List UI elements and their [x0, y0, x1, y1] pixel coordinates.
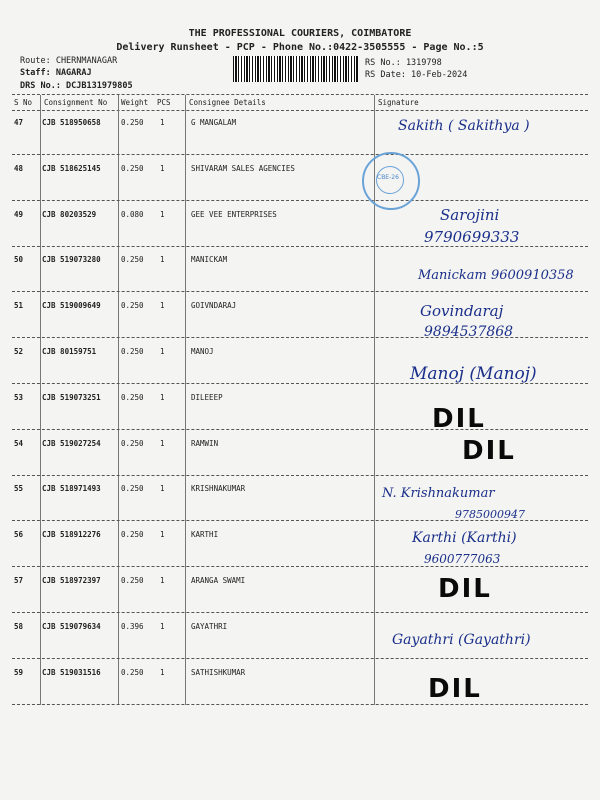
- barcode: [233, 56, 358, 82]
- signature-53: DIL: [432, 404, 486, 434]
- col-weight: Weight: [121, 98, 149, 107]
- signature-57: DIL: [438, 574, 492, 604]
- row-name: SHIVARAM SALES AGENCIES: [191, 163, 295, 173]
- row-name: DILEEEP: [191, 392, 223, 402]
- row-cons: CJB 80203529: [42, 209, 97, 219]
- row-wt: 0.250: [121, 163, 144, 173]
- row-pcs: 1: [160, 301, 165, 311]
- row-divider: [12, 154, 588, 155]
- signature-51b: 9894537868: [424, 324, 514, 340]
- row-wt: 0.250: [121, 301, 144, 311]
- row-cons: CJB 518625145: [42, 163, 101, 173]
- rs-number: RS No.: 1319798: [365, 58, 442, 68]
- row-wt: 0.250: [121, 347, 144, 356]
- row-sno: 50: [14, 255, 24, 265]
- row-name: KRISHNAKUMAR: [191, 484, 246, 494]
- row-pcs: 1: [160, 392, 165, 402]
- row-divider: [12, 566, 588, 567]
- signature-58: Gayathri (Gayathri): [392, 632, 531, 648]
- row-pcs: 1: [160, 530, 165, 540]
- row-sno: 57: [14, 576, 24, 585]
- row-name: GAYATHRI: [191, 621, 228, 631]
- runsheet-subtitle: Delivery Runsheet - PCP - Phone No.:0422-3505555 - Page No.:5: [116, 42, 484, 53]
- row-wt: 0.250: [121, 530, 144, 540]
- drs-number: DRS No.: DCJB131979805: [20, 81, 133, 91]
- signature-51a: Govindaraj: [420, 302, 504, 320]
- row-divider: [12, 200, 588, 201]
- col-pcs: PCS: [157, 98, 171, 107]
- signature-55: N. Krishnakumar: [382, 486, 495, 501]
- row-wt: 0.250: [121, 667, 144, 677]
- row-name: KARTHI: [191, 530, 219, 540]
- row-divider: [12, 291, 588, 292]
- row-pcs: 1: [160, 667, 165, 677]
- row-wt: 0.250: [121, 392, 144, 402]
- row-cons: CJB 80159751: [42, 347, 97, 356]
- row-cons: CJB 518972397: [42, 576, 101, 585]
- signature-49a: Sarojini: [440, 206, 500, 224]
- route-label: Route: CHERNMANAGAR: [20, 56, 118, 66]
- row-pcs: 1: [160, 209, 165, 219]
- signature-52: Manoj (Manoj): [410, 364, 537, 384]
- header-rule-bottom: [12, 110, 588, 111]
- row-name: MANOJ: [191, 347, 214, 356]
- row-divider: [12, 658, 588, 659]
- row-cons: CJB 518912276: [42, 530, 101, 540]
- row-divider: [12, 612, 588, 613]
- row-name: GEE VEE ENTERPRISES: [191, 209, 277, 219]
- stamp-text: CBE-26: [377, 174, 399, 181]
- row-pcs: 1: [160, 347, 165, 356]
- row-name: ARANGA SWAMI: [191, 576, 246, 585]
- row-sno: 48: [14, 163, 24, 173]
- signature-56b: 9600777063: [424, 552, 501, 566]
- row-sno: 53: [14, 392, 24, 402]
- row-pcs: 1: [160, 621, 165, 631]
- signature-47a: Sakith ( Sakithya ): [398, 118, 530, 134]
- header-rule-top: [12, 94, 588, 95]
- row-divider: [12, 429, 588, 430]
- staff-label: Staff: NAGARAJ: [20, 68, 92, 78]
- row-sno: 55: [14, 484, 24, 494]
- col-sno: S No: [14, 98, 33, 107]
- row-sno: 51: [14, 301, 24, 311]
- signature-59: DIL: [428, 674, 482, 704]
- row-pcs: 1: [160, 576, 165, 585]
- row-sno: 49: [14, 209, 24, 219]
- row-cons: CJB 519031516: [42, 667, 101, 677]
- row-sno: 54: [14, 438, 24, 448]
- row-cons: CJB 519009649: [42, 301, 101, 311]
- signature-55b: 9785000947: [455, 508, 525, 521]
- row-name: G MANGALAM: [191, 118, 237, 127]
- row-pcs: 1: [160, 163, 165, 173]
- row-divider: [12, 704, 588, 705]
- row-sno: 47: [14, 118, 24, 127]
- col-divider: [118, 95, 119, 705]
- row-wt: 0.080: [121, 209, 144, 219]
- row-wt: 0.250: [121, 255, 144, 265]
- row-wt: 0.250: [121, 484, 144, 494]
- row-name: GOIVNDARAJ: [191, 301, 237, 311]
- rs-date: RS Date: 10-Feb-2024: [365, 70, 468, 80]
- row-cons: CJB 519073280: [42, 255, 101, 265]
- company-title: THE PROFESSIONAL COURIERS, COIMBATORE: [188, 28, 412, 39]
- signature-56: Karthi (Karthi): [412, 530, 517, 546]
- row-cons: CJB 519079634: [42, 621, 101, 631]
- signature-49b: 9790699333: [424, 228, 520, 246]
- row-cons: CJB 519073251: [42, 392, 101, 402]
- row-sno: 56: [14, 530, 24, 540]
- row-wt: 0.250: [121, 576, 144, 585]
- row-wt: 0.250: [121, 118, 144, 127]
- row-cons: CJB 518950658: [42, 118, 101, 127]
- row-divider: [12, 475, 588, 476]
- row-sno: 59: [14, 667, 24, 677]
- col-consignee: Consignee Details: [189, 98, 266, 107]
- signature-54: DIL: [462, 436, 516, 466]
- row-pcs: 1: [160, 255, 165, 265]
- row-pcs: 1: [160, 484, 165, 494]
- row-name: MANICKAM: [191, 255, 228, 265]
- delivery-stamp: [362, 152, 420, 210]
- row-pcs: 1: [160, 118, 165, 127]
- row-name: RAMWIN: [191, 438, 219, 448]
- col-signature: Signature: [378, 98, 419, 107]
- row-wt: 0.250: [121, 438, 144, 448]
- row-cons: CJB 518971493: [42, 484, 101, 494]
- col-divider: [40, 95, 41, 705]
- row-sno: 58: [14, 621, 24, 631]
- col-consignment: Consignment No: [44, 98, 108, 107]
- col-divider: [185, 95, 186, 705]
- row-wt: 0.396: [121, 621, 144, 631]
- row-pcs: 1: [160, 438, 165, 448]
- row-cons: CJB 519027254: [42, 438, 101, 448]
- row-sno: 52: [14, 347, 24, 356]
- signature-50: Manickam 9600910358: [418, 268, 574, 283]
- row-name: SATHISHKUMAR: [191, 667, 246, 677]
